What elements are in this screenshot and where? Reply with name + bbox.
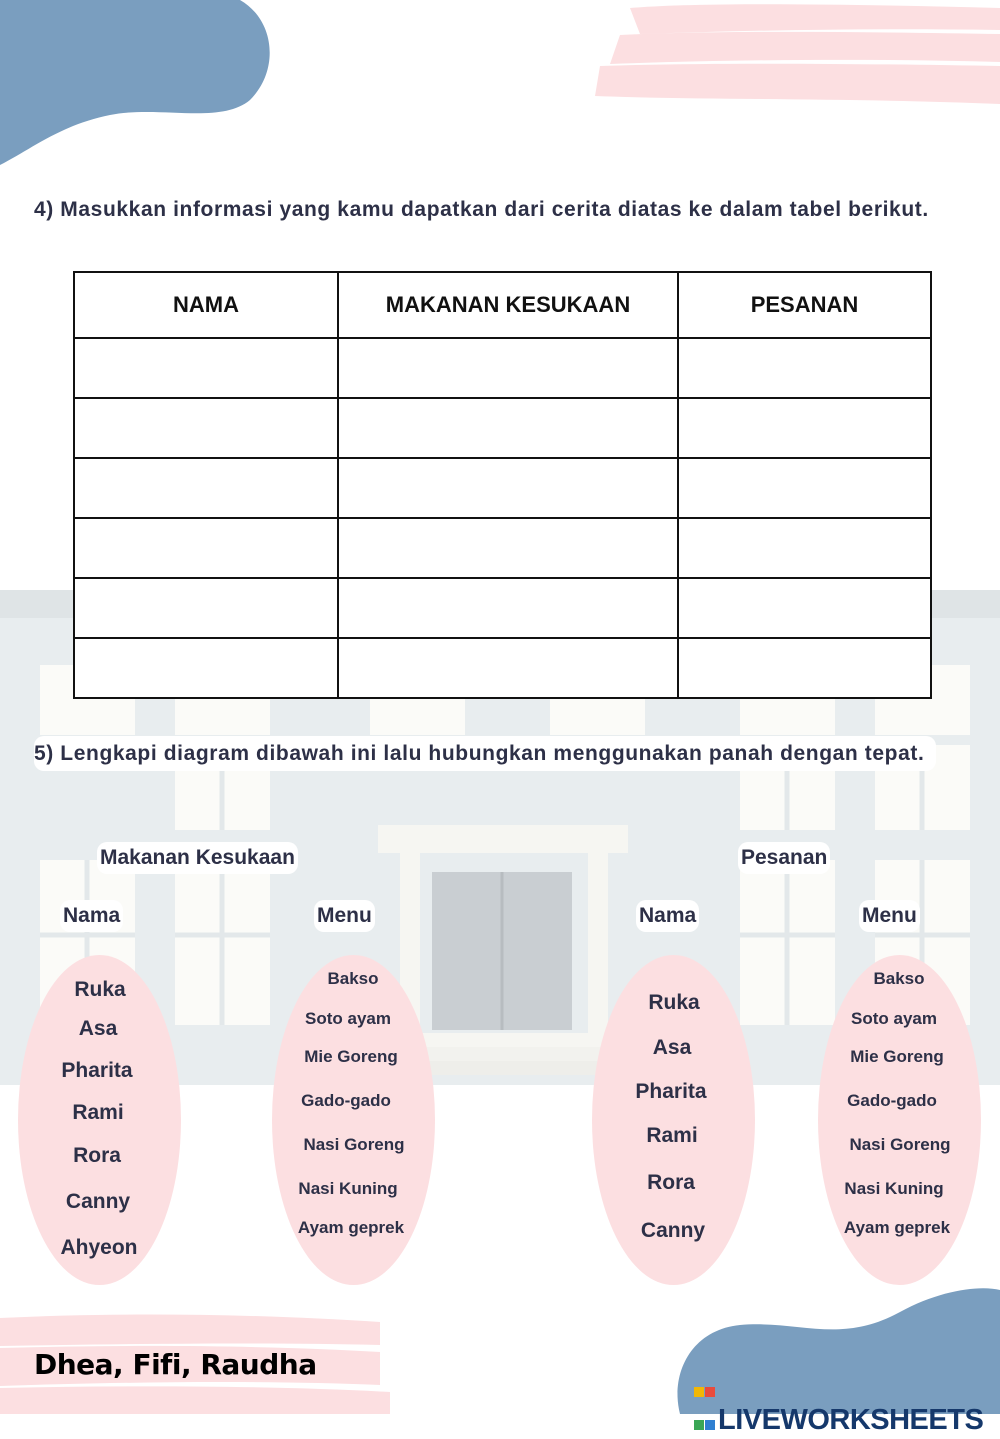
table-cell-pesanan[interactable] (678, 398, 931, 458)
table-cell-nama[interactable] (74, 458, 338, 518)
left-menu-item[interactable]: Nasi Goreng (303, 1135, 404, 1155)
left-name-item[interactable]: Asa (79, 1017, 118, 1041)
left-name-item[interactable]: Rora (73, 1144, 121, 1168)
left-menu-item[interactable]: Mie Goreng (304, 1047, 398, 1067)
left-menu-item[interactable]: Gado-gado (301, 1091, 391, 1111)
left-name-item[interactable]: Ahyeon (60, 1236, 137, 1260)
diagram-left-title: Makanan Kesukaan (97, 842, 298, 874)
right-menu-item[interactable]: Nasi Goreng (849, 1135, 950, 1155)
table-cell-nama[interactable] (74, 338, 338, 398)
table-cell-nama[interactable] (74, 398, 338, 458)
table-cell-makanan[interactable] (338, 398, 678, 458)
pink-brush-top-right (595, 4, 1000, 104)
right-name-item[interactable]: Rami (646, 1124, 697, 1148)
table-header-pesanan: PESANAN (678, 272, 931, 338)
liveworksheets-brand[interactable] (694, 1373, 983, 1437)
left-menu-item[interactable]: Soto ayam (305, 1009, 391, 1029)
table-cell-makanan[interactable] (338, 518, 678, 578)
table-cell-nama[interactable] (74, 518, 338, 578)
left-name-item[interactable]: Ruka (74, 978, 125, 1002)
left-name-item[interactable]: Canny (66, 1190, 130, 1214)
right-name-item[interactable]: Pharita (635, 1080, 706, 1104)
authors-credit: Dhea, Fifi, Raudha (34, 1348, 317, 1381)
left-name-item[interactable]: Pharita (61, 1059, 132, 1083)
table-cell-makanan[interactable] (338, 458, 678, 518)
diagram-right-name-header: Nama (636, 900, 699, 932)
right-menu-item[interactable]: Soto ayam (851, 1009, 937, 1029)
right-menu-item[interactable]: Bakso (873, 969, 924, 989)
right-name-item[interactable]: Ruka (648, 991, 699, 1015)
liveworksheets-brand-text: LIVEWORKSHEETS (718, 1404, 983, 1436)
right-menu-item[interactable]: Gado-gado (847, 1091, 937, 1111)
right-name-item[interactable]: Asa (653, 1036, 692, 1060)
table-cell-makanan[interactable] (338, 638, 678, 698)
table-row (74, 578, 931, 638)
table-header-makanan-kesukaan: MAKANAN KESUKAAN (338, 272, 678, 338)
diagram-left-menu-header: Menu (314, 900, 375, 932)
diagram-right-title: Pesanan (738, 842, 830, 874)
left-name-item[interactable]: Rami (72, 1101, 123, 1125)
left-menu-item[interactable]: Bakso (327, 969, 378, 989)
table-cell-nama[interactable] (74, 638, 338, 698)
right-menu-item[interactable]: Ayam geprek (844, 1218, 950, 1238)
blue-blob-top-left (0, 0, 270, 165)
left-menu-item[interactable]: Ayam geprek (298, 1218, 404, 1238)
liveworksheets-logo-icon (694, 1373, 716, 1395)
diagram-right-menu-header: Menu (859, 900, 920, 932)
table-cell-pesanan[interactable] (678, 338, 931, 398)
info-table (73, 271, 932, 699)
table-cell-makanan[interactable] (338, 338, 678, 398)
question-5-text: 5) Lengkapi diagram dibawah ini lalu hubungkan menggunakan panah dengan tepat. (34, 736, 936, 771)
question-4-text: 4) Masukkan informasi yang kamu dapatkan dari cerita diatas ke dalam tabel berikut. (34, 192, 932, 227)
right-menu-item[interactable]: Mie Goreng (850, 1047, 944, 1067)
table-cell-pesanan[interactable] (678, 458, 931, 518)
table-row (74, 398, 931, 458)
table-header-nama: NAMA (74, 272, 338, 338)
table-row (74, 338, 931, 398)
right-menu-item[interactable]: Nasi Kuning (844, 1179, 943, 1199)
table-cell-pesanan[interactable] (678, 638, 931, 698)
table-row (74, 518, 931, 578)
table-cell-pesanan[interactable] (678, 518, 931, 578)
table-cell-pesanan[interactable] (678, 578, 931, 638)
table-row (74, 458, 931, 518)
table-header-row (74, 272, 931, 338)
diagram-left-name-header: Nama (60, 900, 123, 932)
left-menu-item[interactable]: Nasi Kuning (298, 1179, 397, 1199)
table-cell-nama[interactable] (74, 578, 338, 638)
table-row (74, 638, 931, 698)
table-cell-makanan[interactable] (338, 578, 678, 638)
right-name-item[interactable]: Canny (641, 1219, 705, 1243)
right-name-item[interactable]: Rora (647, 1171, 695, 1195)
